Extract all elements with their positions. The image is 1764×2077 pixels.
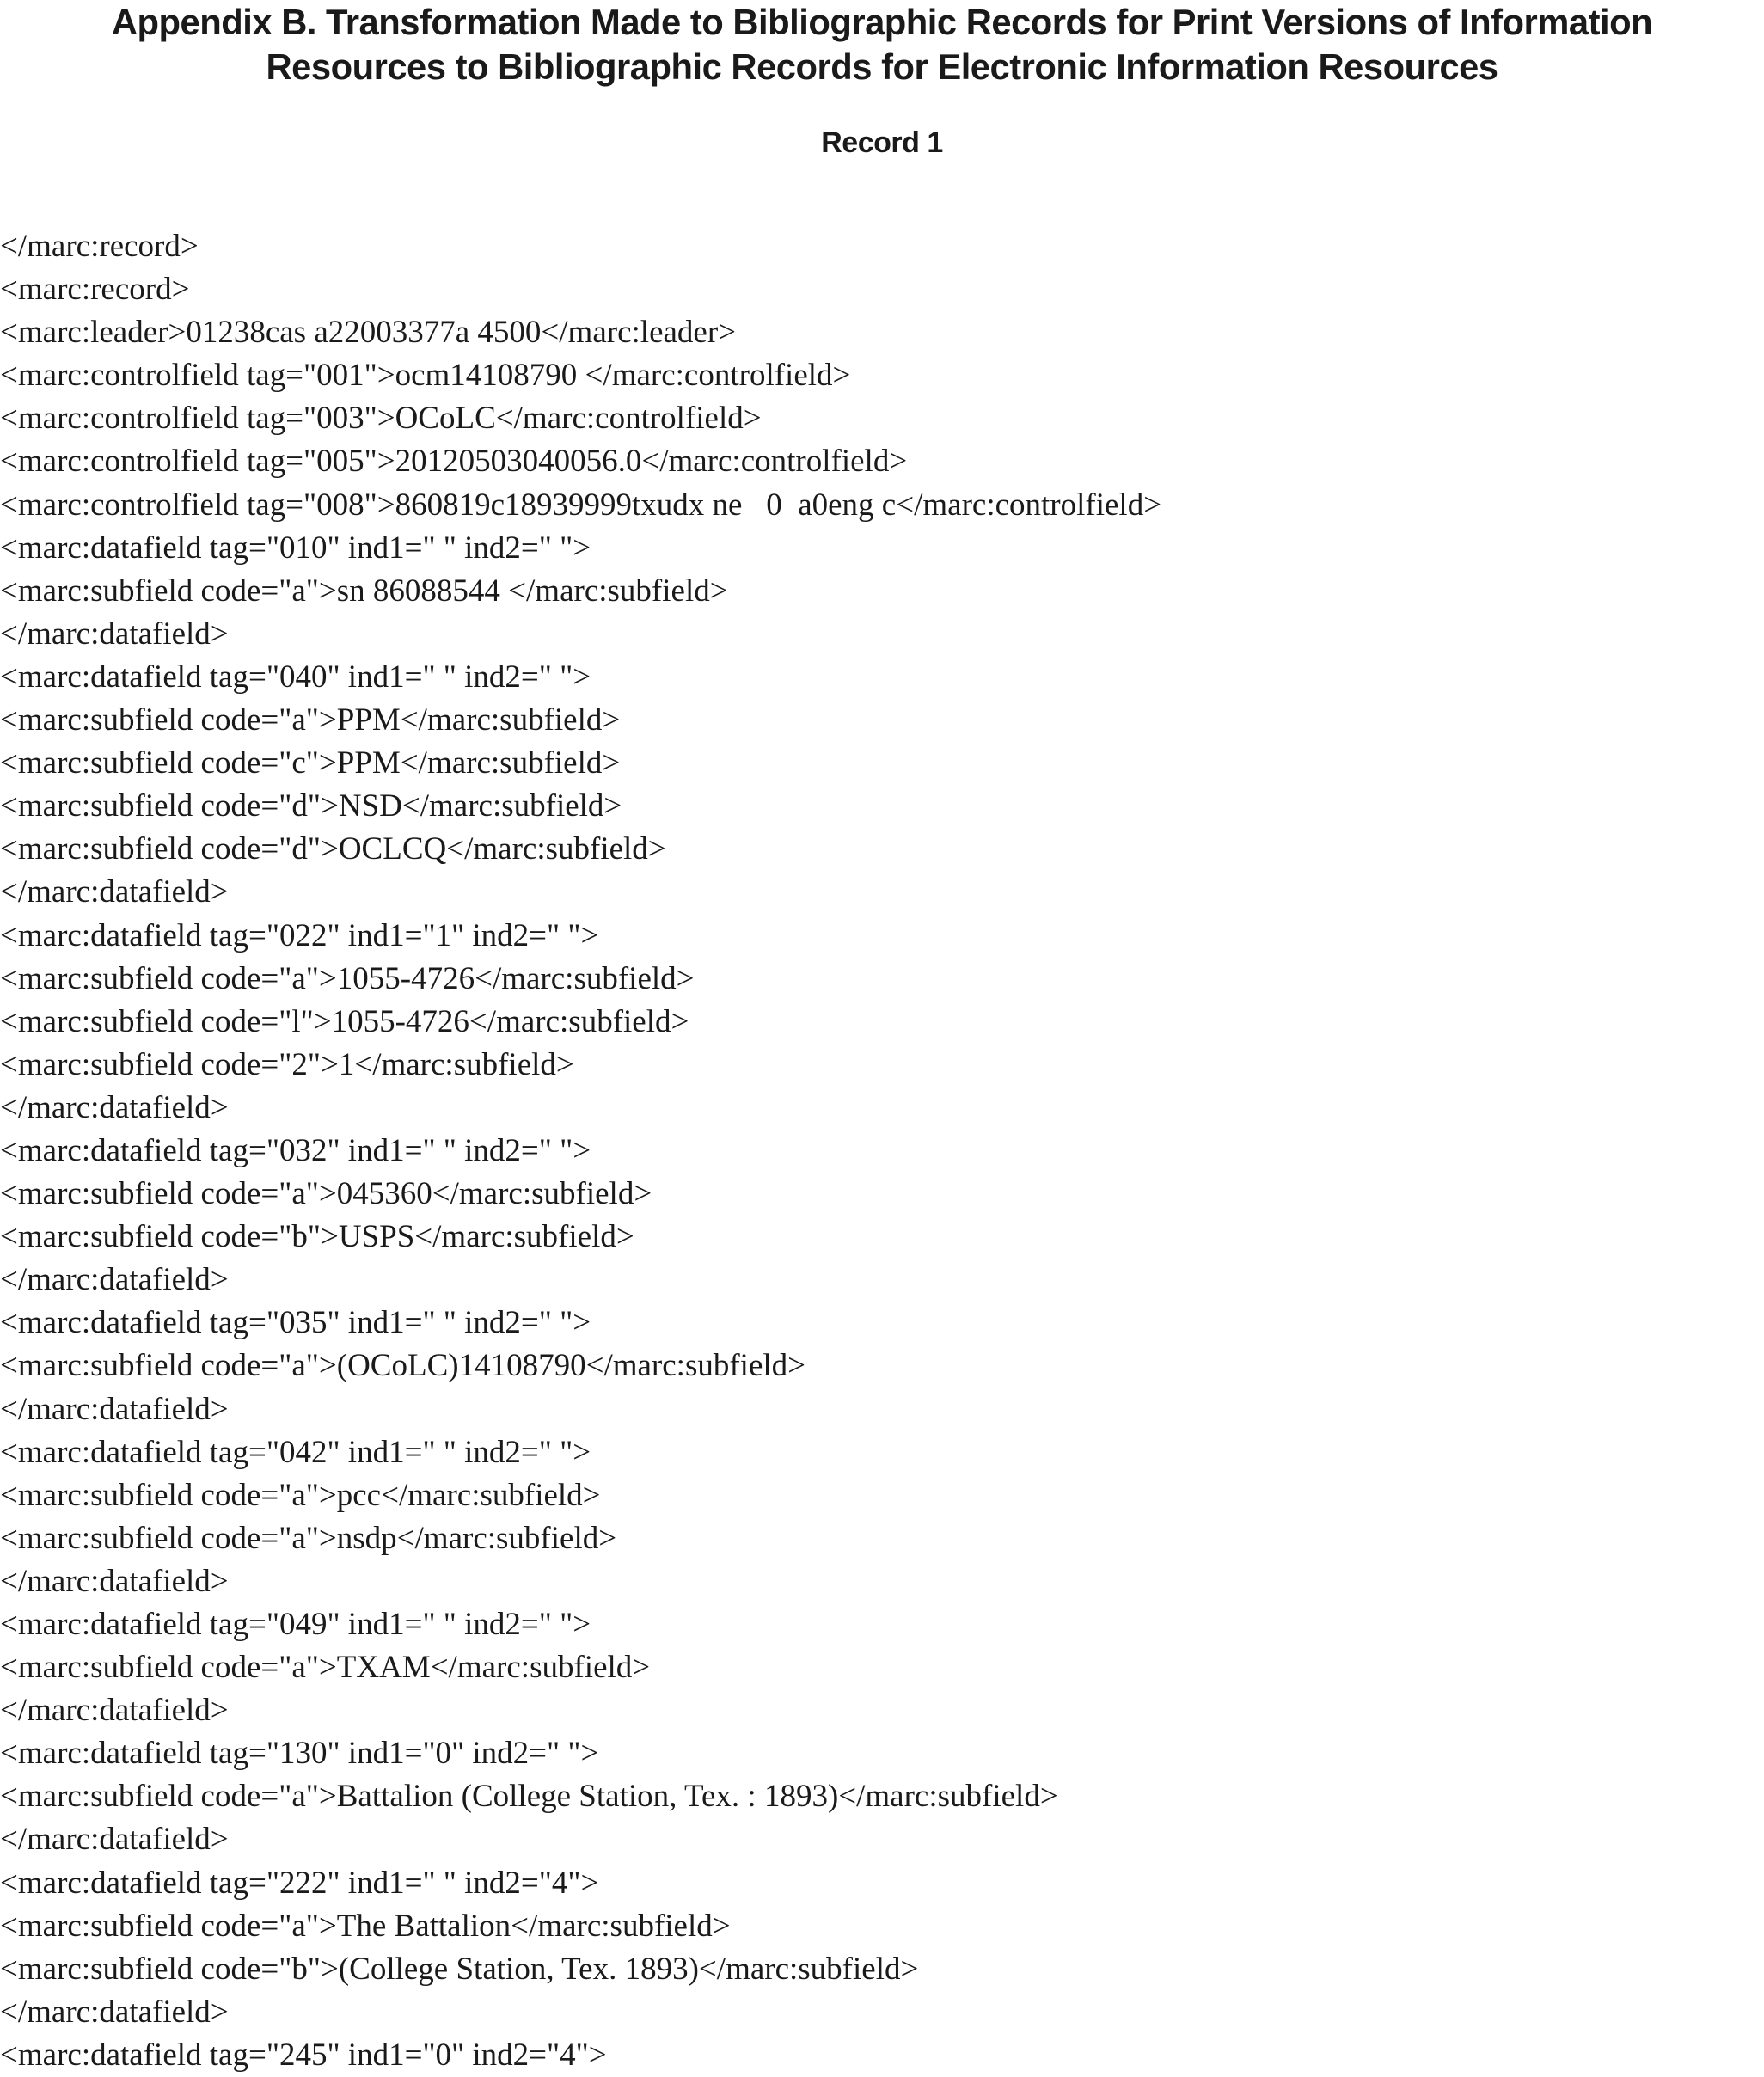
code-line: <marc:subfield code="l">1055-4726</marc:subfield> <box>0 1003 689 1039</box>
code-line: <marc:controlfield tag="005">20120503040056.0</marc:controlfield> <box>0 444 908 480</box>
code-line: </marc:datafield> <box>0 1262 229 1298</box>
code-line: <marc:subfield code="a">045360</marc:subfield> <box>0 1176 652 1212</box>
code-line: <marc:subfield code="a">(OCoLC)14108790</marc:subfield> <box>0 1348 806 1384</box>
record-subtitle: Record 1 <box>821 126 943 159</box>
code-line: <marc:subfield code="a">sn 86088544 </marc:subfield> <box>0 573 728 609</box>
code-line: </marc:datafield> <box>0 1693 229 1729</box>
code-line: </marc:datafield> <box>0 1994 229 2030</box>
title-line-1: Appendix B. Transformation Made to Bibliographic Records for Print Versions of Information <box>111 2 1653 42</box>
code-line: </marc:datafield> <box>0 616 229 652</box>
code-line: <marc:subfield code="c">PPM</marc:subfield> <box>0 745 621 781</box>
code-line: </marc:datafield> <box>0 1563 229 1599</box>
code-line: <marc:datafield tag="222" ind1=" " ind2="4"> <box>0 1865 599 1901</box>
code-line: </marc:datafield> <box>0 1089 229 1125</box>
code-line: </marc:datafield> <box>0 1391 229 1427</box>
code-line: <marc:controlfield tag="001">ocm14108790 </marc:controlfield> <box>0 358 851 394</box>
code-line: <marc:datafield tag="010" ind1=" " ind2=" "> <box>0 530 591 566</box>
code-line: <marc:leader>01238cas a22003377a 4500</marc:leader> <box>0 315 737 351</box>
code-line: <marc:subfield code="b">USPS</marc:subfield> <box>0 1219 634 1255</box>
page-title <box>0 0 1764 89</box>
code-line: <marc:subfield code="a">TXAM</marc:subfield> <box>0 1650 651 1686</box>
code-line: <marc:record> <box>0 272 190 308</box>
marc-xml-listing <box>0 225 1764 2077</box>
code-line: <marc:datafield tag="032" ind1=" " ind2=" "> <box>0 1132 591 1168</box>
code-line: <marc:subfield code="a">1055-4726</marc:subfield> <box>0 960 695 996</box>
code-line: <marc:subfield code="b">(College Station, Tex. 1893)</marc:subfield> <box>0 1951 919 1987</box>
code-line: <marc:subfield code="d">NSD</marc:subfield> <box>0 788 622 824</box>
code-line: <marc:subfield code="a">The Battalion</marc:subfield> <box>0 1908 731 1944</box>
code-line: <marc:subfield code="a">PPM</marc:subfield> <box>0 702 621 738</box>
code-line: <marc:datafield tag="035" ind1=" " ind2=" "> <box>0 1305 591 1341</box>
code-line: <marc:subfield code="a">Battalion (College Station, Tex. : 1893)</marc:subfield> <box>0 1779 1058 1815</box>
code-line: <marc:datafield tag="022" ind1="1" ind2=" "> <box>0 917 599 953</box>
code-line: <marc:controlfield tag="003">OCoLC</marc:controlfield> <box>0 401 762 437</box>
code-line: <marc:controlfield tag="008">860819c18939999txudx ne 0 a0eng c</marc:controlfield> <box>0 487 1162 523</box>
code-line: <marc:subfield code="a">pcc</marc:subfield> <box>0 1477 601 1513</box>
title-line-2: Resources to Bibliographic Records for Electronic Information Resources <box>266 46 1498 87</box>
code-line: </marc:datafield> <box>0 1822 229 1858</box>
code-line: <marc:subfield code="d">OCLCQ</marc:subfield> <box>0 831 666 867</box>
code-line: <marc:datafield tag="049" ind1=" " ind2=" "> <box>0 1607 591 1642</box>
code-line: </marc:record> <box>0 229 199 264</box>
code-line: <marc:datafield tag="042" ind1=" " ind2=" "> <box>0 1434 591 1470</box>
code-line: </marc:datafield> <box>0 874 229 910</box>
code-line: <marc:datafield tag="245" ind1="0" ind2="4"> <box>0 2037 607 2073</box>
code-line: <marc:subfield code="a">nsdp</marc:subfield> <box>0 1520 617 1556</box>
code-line: <marc:datafield tag="130" ind1="0" ind2=" "> <box>0 1736 599 1772</box>
code-line: <marc:datafield tag="040" ind1=" " ind2=" "> <box>0 659 591 695</box>
code-line: <marc:subfield code="2">1</marc:subfield> <box>0 1046 574 1082</box>
